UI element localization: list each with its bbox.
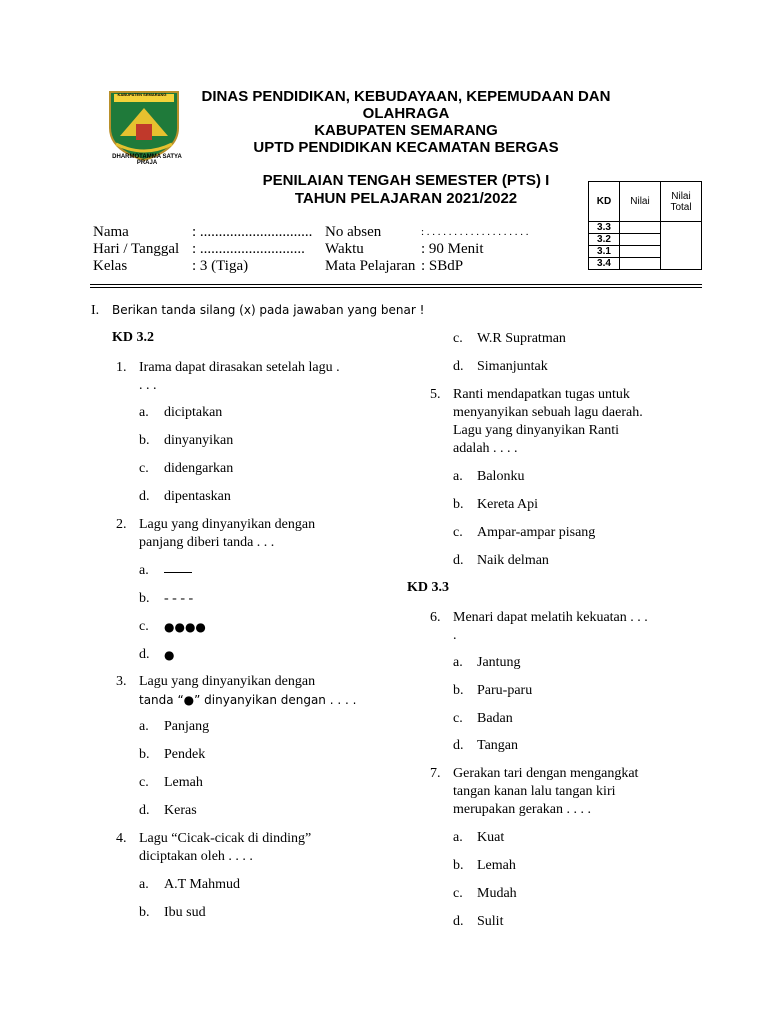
option-letter[interactable]: a. <box>139 405 149 420</box>
absen-label: No absen <box>325 224 382 240</box>
option-text: Pendek <box>164 747 206 762</box>
option-letter[interactable]: b. <box>453 683 464 698</box>
score-row-kd: 3.2 <box>589 234 620 246</box>
option-letter[interactable]: c. <box>453 711 463 726</box>
option-letter[interactable]: d. <box>453 914 464 929</box>
question-text: Lagu yang dinyanyikan dengan <box>139 517 316 532</box>
option-text: Mudah <box>477 886 517 901</box>
score-header-kd: KD <box>589 182 620 222</box>
option-text: diciptakan <box>164 405 223 420</box>
exam-title: PENILAIAN TENGAH SEMESTER (PTS) I <box>262 172 550 189</box>
question-text: merupakan gerakan . . . . <box>453 802 591 817</box>
option-text: W.R Supratman <box>477 331 566 346</box>
option-letter[interactable]: a. <box>453 655 463 670</box>
option-letter[interactable]: b. <box>139 591 150 606</box>
question-number: 2. <box>116 517 127 532</box>
question-text: . <box>453 628 457 643</box>
option-text: Ampar-ampar pisang <box>477 525 596 540</box>
option-text: Tangan <box>477 738 519 753</box>
option-letter[interactable]: d. <box>453 359 464 374</box>
logo-text: KABUPATEN SEMARANG <box>117 92 167 97</box>
score-cell <box>620 258 661 270</box>
option-letter[interactable]: c. <box>139 619 149 634</box>
absen-field[interactable]: : . . . . . . . . . . . . . . . . . . . <box>421 226 529 238</box>
hari-field[interactable]: : ............................ <box>192 241 305 257</box>
option-text: Kuat <box>477 830 505 845</box>
option-letter[interactable]: a. <box>139 719 149 734</box>
option-text: Jantung <box>477 655 521 670</box>
question-text: diciptakan oleh . . . . <box>139 849 253 864</box>
nama-label: Nama <box>93 224 129 240</box>
option-text: Ibu sud <box>164 905 206 920</box>
score-row-kd: 3.4 <box>589 258 620 270</box>
option-letter[interactable]: b. <box>139 747 150 762</box>
option-letter[interactable]: a. <box>453 830 463 845</box>
header-line-4: UPTD PENDIDIKAN KECAMATAN BERGAS <box>253 139 559 156</box>
option-text: Sulit <box>477 914 504 929</box>
option-text: - - - - <box>164 591 194 606</box>
option-letter[interactable]: d. <box>139 489 150 504</box>
question-number: 6. <box>430 610 441 625</box>
question-number: 3. <box>116 674 127 689</box>
option-text: Lemah <box>164 775 203 790</box>
option-text: ●●●● <box>164 620 206 634</box>
divider <box>90 287 702 288</box>
exam-year: TAHUN PELAJARAN 2021/2022 <box>294 190 518 207</box>
option-text: Balonku <box>477 469 525 484</box>
option-letter[interactable]: a. <box>139 563 149 578</box>
option-text: Naik delman <box>477 553 549 568</box>
mapel-value: : SBdP <box>421 258 464 274</box>
section-number: I. <box>91 303 100 318</box>
question-number: 7. <box>430 766 441 781</box>
question-text: menyanyikan sebuah lagu daerah. <box>453 405 643 420</box>
question-text: panjang diberi tanda . . . <box>139 535 275 550</box>
nama-field[interactable]: : .............................. <box>192 224 313 240</box>
score-cell <box>620 234 661 246</box>
option-letter[interactable]: c. <box>453 886 463 901</box>
option-text: Simanjuntak <box>477 359 548 374</box>
question-text: Lagu yang dinyanyikan Ranti <box>453 423 620 438</box>
mapel-label: Mata Pelajaran <box>325 258 416 274</box>
regency-logo <box>104 88 184 162</box>
kd-heading: KD 3.3 <box>407 580 449 595</box>
score-total-cell <box>661 222 702 270</box>
question-number: 1. <box>116 360 127 375</box>
option-text: didengarkan <box>164 461 234 476</box>
option-text: Badan <box>477 711 513 726</box>
option-letter[interactable]: d. <box>139 647 150 662</box>
option-letter[interactable]: b. <box>139 905 150 920</box>
option-text: dinyanyikan <box>164 433 234 448</box>
option-letter[interactable]: b. <box>453 858 464 873</box>
question-text: Ranti mendapatkan tugas untuk <box>453 387 630 402</box>
kelas-label: Kelas <box>93 258 128 274</box>
header-line-2: OLAHRAGA <box>362 105 450 122</box>
question-text: tanda “●” dinyanyikan dengan . . . . <box>139 693 357 707</box>
option-text: Lemah <box>477 858 516 873</box>
option-letter[interactable]: d. <box>453 553 464 568</box>
score-cell <box>620 222 661 234</box>
question-text: Irama dapat dirasakan setelah lagu . <box>139 360 340 375</box>
question-text: Lagu yang dinyanyikan dengan <box>139 674 316 689</box>
question-text: adalah . . . . <box>453 441 518 456</box>
option-text: Panjang <box>164 719 210 734</box>
section-instruction: Berikan tanda silang (x) pada jawaban yang benar ! <box>112 303 425 317</box>
score-row-kd: 3.1 <box>589 246 620 258</box>
option-letter[interactable]: a. <box>453 469 463 484</box>
long-note-line <box>164 572 192 573</box>
option-letter[interactable]: a. <box>139 877 149 892</box>
score-table <box>588 181 702 270</box>
option-text: ● <box>164 648 175 662</box>
kelas-value: : 3 (Tiga) <box>192 258 249 274</box>
score-header-total: Nilai Total <box>661 182 702 222</box>
waktu-value: : 90 Menit <box>421 241 484 257</box>
option-text: dipentaskan <box>164 489 231 504</box>
score-cell <box>620 246 661 258</box>
question-text: Gerakan tari dengan mengangkat <box>453 766 639 781</box>
option-letter[interactable]: b. <box>453 497 464 512</box>
option-letter[interactable]: b. <box>139 433 150 448</box>
header-line-1: DINAS PENDIDIKAN, KEBUDAYAAN, KEPEMUDAAN DAN <box>201 88 611 105</box>
question-text: Lagu “Cicak-cicak di dinding” <box>139 831 312 846</box>
question-text: Menari dapat melatih kekuatan . . . <box>453 610 648 625</box>
option-text: Kereta Api <box>477 497 539 512</box>
kd-heading: KD 3.2 <box>112 330 154 345</box>
divider <box>90 284 702 285</box>
option-letter[interactable]: d. <box>139 803 150 818</box>
option-text: Keras <box>164 803 197 818</box>
score-row-kd: 3.3 <box>589 222 620 234</box>
question-number: 5. <box>430 387 441 402</box>
header-line-3: KABUPATEN SEMARANG <box>314 122 498 139</box>
score-header-nilai: Nilai <box>620 182 661 222</box>
hari-label: Hari / Tanggal <box>93 241 180 257</box>
option-text: Paru-paru <box>477 683 533 698</box>
waktu-label: Waktu <box>325 241 364 257</box>
option-letter[interactable]: c. <box>453 525 463 540</box>
option-letter[interactable]: c. <box>139 775 149 790</box>
question-number: 4. <box>116 831 127 846</box>
option-letter[interactable]: c. <box>453 331 463 346</box>
option-letter[interactable]: c. <box>139 461 149 476</box>
option-letter[interactable]: d. <box>453 738 464 753</box>
question-text: . . . <box>139 378 157 393</box>
option-text: A.T Mahmud <box>164 877 240 892</box>
logo-motto: DHARMOTAMMA SATYA PRAJA <box>112 154 182 166</box>
question-text: tangan kanan lalu tangan kiri <box>453 784 616 799</box>
